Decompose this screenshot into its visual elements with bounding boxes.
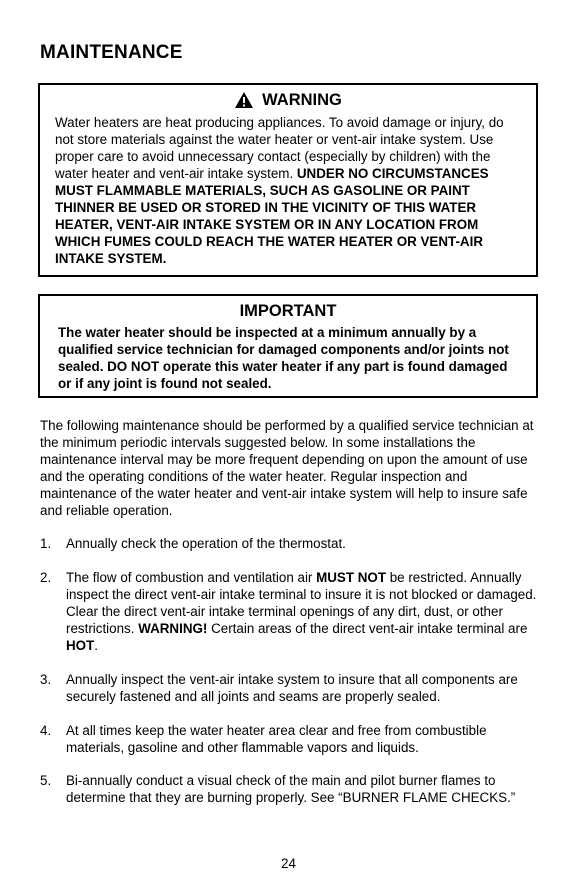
list-item-text: Bi-annually conduct a visual check of the main and pilot burner flames to determine that they are burning properly. See “BURNER FLAME CHECKS.” [66, 773, 516, 805]
list-item-number: 1. [40, 536, 52, 551]
list-item-text-part: be restricted. Annually inspect the direct vent-air intake terminal to insure it is not blocked or damaged. Clear the direct vent-air intake terminal openings of any dirt, dust, or other restrictions. [66, 570, 537, 636]
list-item-1 [40, 535, 540, 552]
list-item-number: 5. [40, 773, 52, 788]
list-item-emphasis: HOT [66, 638, 95, 653]
warning-heading-row [40, 90, 536, 110]
list-item-text: At all times keep the water heater area clear and free from combustible materials, gasoline and other flammable vapors and liquids. [66, 723, 487, 755]
list-item-number: 3. [40, 672, 52, 687]
warning-triangle-icon [234, 91, 254, 109]
list-item-number: 4. [40, 723, 52, 738]
list-item-emphasis: MUST NOT [316, 570, 387, 585]
page-number: 24 [281, 856, 296, 871]
warning-box [38, 83, 538, 277]
list-item-4 [40, 722, 540, 756]
list-item-number: 2. [40, 570, 52, 585]
list-item-text [66, 569, 540, 654]
list-item-text-part: . [94, 638, 98, 653]
warning-text [40, 114, 536, 267]
list-item-3 [40, 671, 540, 705]
list-item-5 [40, 772, 540, 806]
list-item-text: Annually check the operation of the thermostat. [66, 536, 346, 551]
list-item-text: Annually inspect the vent-air intake system to insure that all components are securely fastened and all joints and seams are properly sealed. [66, 672, 518, 704]
list-item-emphasis: WARNING! [138, 621, 208, 636]
important-box [38, 294, 538, 398]
list-item-text-part: The flow of combustion and ventilation air [66, 570, 317, 585]
important-heading: IMPORTANT [239, 302, 337, 320]
page-title: MAINTENANCE [40, 42, 183, 63]
list-item-text-part: Certain areas of the direct vent-air intake terminal are [207, 621, 528, 636]
list-item-2 [40, 569, 540, 654]
warning-text-plain: Water heaters are heat producing appliances. To avoid damage or injury, do not store materials against the water heater or vent-air intake system. Use proper care to avoid unnecessary contact (especially by children) with the water heater and vent-air intake system. [55, 115, 504, 181]
warning-heading: WARNING [262, 91, 342, 109]
important-text: The water heater should be inspected at a minimum annually by a qualified service technician for damaged components and/or joints not sealed. DO NOT operate this water heater if any part is found damaged or if any joint is found not sealed. [58, 325, 509, 391]
intro-paragraph: The following maintenance should be performed by a qualified service technician at the minimum periodic intervals suggested below. In some installations the maintenance interval may be more frequent depending on upon the amount of use and the operating conditions of the water heater. Regular inspection and maintenance of the water heater and vent-air intake system will help to insure safe and reliable operation. [40, 418, 534, 518]
warning-text-bold: UNDER NO CIRCUMSTANCES MUST FLAMMABLE MATERIALS, SUCH AS GASOLINE OR PAINT THINNER BE USED OR STORED IN THE VICINITY OF THIS WATER HEATER, VENT-AIR INTAKE SYSTEM OR IN ANY LOCATION FROM WHICH FUMES COULD REACH THE WATER HEATER OR VENT-AIR INTAKE SYSTEM. [55, 166, 489, 266]
